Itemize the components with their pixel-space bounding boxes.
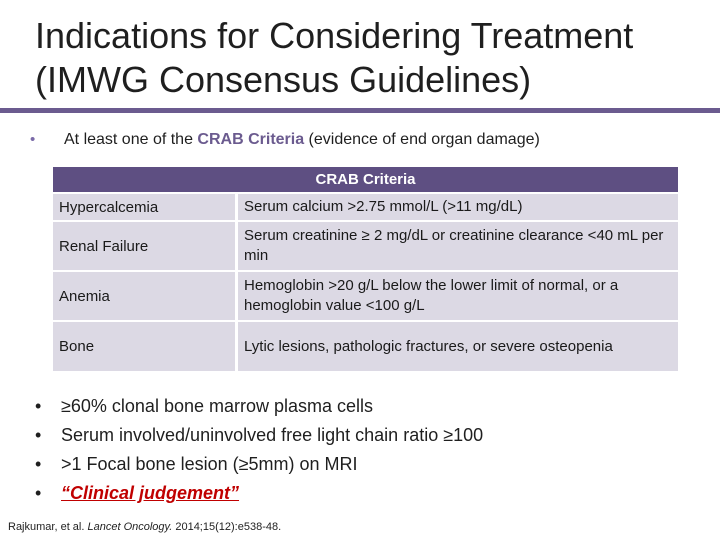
- title-line-1: Indications for Considering Treatment: [35, 15, 634, 56]
- citation: [8, 521, 281, 533]
- intro-bullet: [30, 130, 710, 150]
- clinical-judgement-text: “Clinical judgement”: [61, 483, 240, 503]
- bullet-icon: •: [35, 454, 42, 474]
- description-cell: Lytic lesions, pathologic fractures, or severe osteopenia: [244, 337, 613, 355]
- criterion-cell: Bone: [53, 322, 238, 371]
- intro-prefix: At least one of the: [64, 131, 198, 148]
- intro-suffix: (evidence of end organ damage): [304, 131, 540, 148]
- table-row: [53, 322, 678, 371]
- citation-authors: Rajkumar, et al.: [8, 521, 88, 533]
- bullet-icon: •: [35, 396, 42, 416]
- list-item-text: >1 Focal bone lesion (≥5mm) on MRI: [61, 454, 358, 474]
- table-row: [53, 194, 678, 220]
- intro-bullet-text: [64, 130, 540, 150]
- list-item-text: ≥60% clonal bone marrow plasma cells: [61, 396, 374, 416]
- table-row: [53, 222, 678, 270]
- slide-title: [35, 14, 715, 102]
- description-cell: Serum calcium >2.75 mmol/L (>11 mg/dL): [244, 198, 523, 215]
- title-line-2: (IMWG Consensus Guidelines): [35, 59, 532, 100]
- bullet-icon: •: [30, 131, 36, 148]
- crab-table-header: CRAB Criteria: [53, 167, 678, 192]
- intro-highlight: CRAB Criteria: [197, 131, 305, 148]
- bullet-icon: •: [35, 425, 42, 445]
- description-cell: Hemoglobin >20 g/L below the lower limit of normal, or a hemoglobin value <100 g/L: [244, 277, 619, 314]
- list-item: [35, 392, 695, 421]
- list-item: [35, 450, 695, 479]
- title-divider: [0, 108, 720, 113]
- list-item: [35, 479, 695, 508]
- citation-journal: Lancet Oncology.: [87, 521, 173, 533]
- list-item-text: Serum involved/uninvolved free light chain ratio ≥100: [61, 425, 484, 445]
- criterion-cell: Anemia: [53, 272, 238, 320]
- criterion-cell: Renal Failure: [53, 222, 238, 270]
- criterion-cell: Hypercalcemia: [53, 194, 238, 220]
- list-item: [35, 421, 695, 450]
- citation-details: 2014;15(12):e538-48.: [172, 521, 282, 533]
- table-row: [53, 272, 678, 320]
- description-cell: Serum creatinine ≥ 2 mg/dL or creatinine clearance <40 mL per min: [244, 227, 664, 264]
- bullet-icon: •: [35, 483, 42, 503]
- additional-criteria-list: [35, 392, 695, 508]
